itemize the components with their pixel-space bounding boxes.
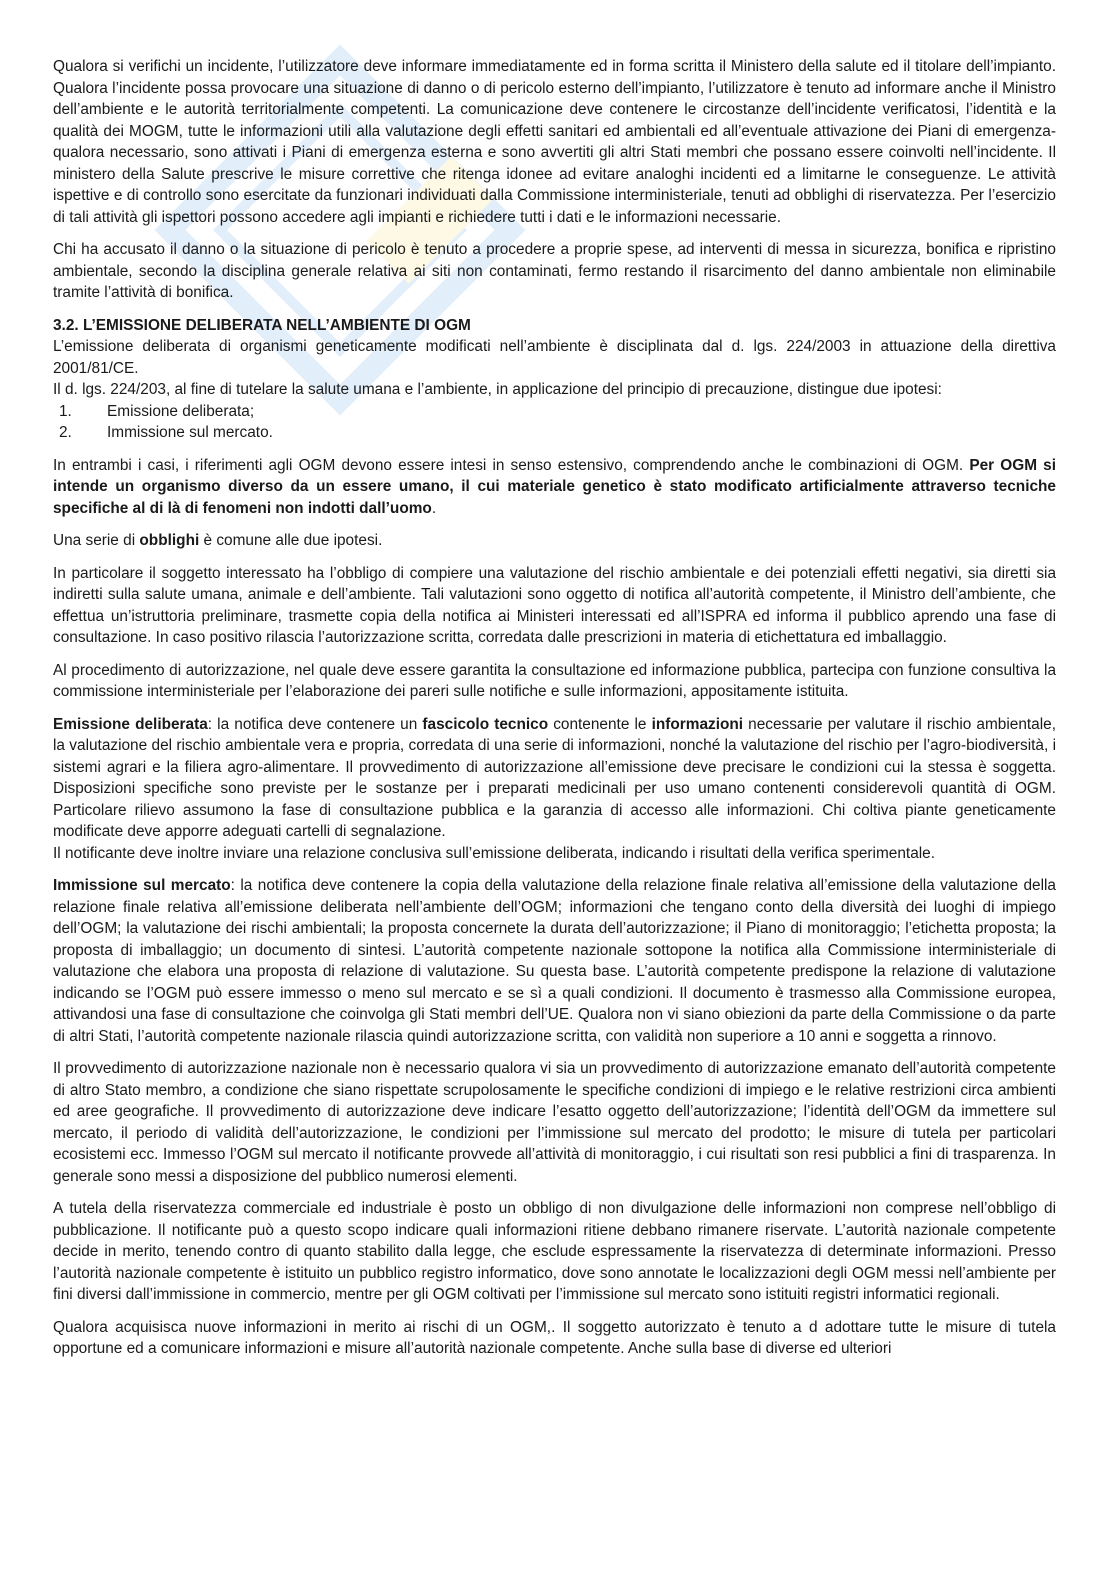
deliberate-emission-label: Emissione deliberata	[53, 715, 208, 733]
paragraph-new-information: Qualora acquisisca nuove informazioni in merito ai rischi di un OGM,. Il soggetto autorizzato è tenuto a d adottare tutte le misure di tutela opportune ed a comunicare informazioni e misure all’autorità nazionale competente. Anche sulla base di diverse ed ulteriori	[53, 1318, 1056, 1357]
deliberate-emission-text-c: necessarie per valutare il rischio ambientale, la valutazione del rischio ambientale vera e propria, corredata di una serie di informazioni, nonché la valutazione del rischio per l’agro-biodiversità, i sistemi agrari e la filiera agro-alimentare. Il provvedimento di autorizzazione all’emissione deve precisare le condizioni cui la stessa è soggetta. Disposizioni specifiche sono previste per le sostanze per i preparati medicinali per uso umano contenenti considerevoli quantità di OGM. Particolare rilievo assumono la fase di consultazione pubblica e la garanzia di accesso alle informazioni. Chi coltiva piante geneticamente modificate deve apporre adeguati cartelli di segnalazione.	[53, 715, 1056, 840]
paragraph-risk-assessment: In particolare il soggetto interessato ha l’obbligo di compiere una valutazione del rischio ambientale e dei potenziali effetti negativi, sia diretti sia indiretti sulla salute umana, animale e dell’ambiente. Tali valutazioni sono oggetto di notifica all’autorità competente, il Ministro dell’ambiente, che effettua un’istruttoria preliminare, trasmette copia della notifica ai Ministeri interessati ed all’ISPRA ed informa il pubblico aprendo una fase di consultazione. In caso positivo rilascia l’autorizzazione scritta, corredata dalle prescrizioni in materia di etichettatura ed imballaggio.	[53, 564, 1056, 646]
paragraph-market-placement	[53, 875, 1056, 1047]
deliberate-emission-text-a: : la notifica deve contenere un	[207, 715, 423, 733]
list-item-text: Emissione deliberata;	[107, 402, 255, 420]
paragraph-deliberate-emission	[53, 714, 1056, 843]
technical-dossier-bold: fascicolo tecnico	[422, 715, 549, 733]
list-item-text: Immissione sul mercato.	[107, 424, 273, 441]
list-item-number: 2.	[59, 424, 72, 441]
section-title: 3.2. L’EMISSIONE DELIBERATA NELL’AMBIENTE DI OGM	[53, 316, 471, 334]
paragraph-final-report: Il notificante deve inoltre inviare una relazione conclusiva sull’emissione deliberata, indicando i risultati della verifica sperimentale.	[53, 844, 936, 862]
paragraph-incident-reporting: Qualora si verifichi un incidente, l’utilizzatore deve informare immediatamente ed in forma scritta il Ministero della salute ed il titolare dell’impianto. Qualora l’incidente possa provocare una situazione di danno o di pericolo esterno dell’impianto, l’utilizzatore è tenuto ad informare anche il Ministro dell’ambiente e le autorità territorialmente competenti. La comunicazione deve contenere le circostanze dell’incidente verificatosi, l’identità e la qualità dei MOGM, tutte le informazioni utili alla valutazione degli effetti sanitari ed ambientali ed all’eventuale attivazione dei Piani di emergenza- qualora necessario, sono attivati i Piani di emergenza esterna e sono avvertiti gli altri Stati membri che possano essere coinvolti nell’incidente. Il ministero della Salute prescrive le misure correttive che ritenga idonee ad evitare analoghi incidenti ed a limitarne le conseguenze. Le attività ispettive e di controllo sono esercitate da funzionari individuati dalla Commissione interministeriale, tenuti ad obblighi di riservatezza. Per l’esercizio di tali attività gli ispettori possono accedere agli impianti e richiedere tutti i dati e le informazioni necessarie.	[53, 58, 1056, 226]
directive-reference: 2001/81/CE.	[53, 359, 139, 377]
obligations-text-a: Una serie di	[53, 532, 140, 549]
paragraph-two-hypotheses: Il d. lgs. 224/203, al fine di tutelare la salute umana e l’ambiente, in applicazione del principio di precauzione, distingue due ipotesi:	[53, 381, 942, 398]
paragraph-authorization-procedure: Al procedimento di autorizzazione, nel quale deve essere garantita la consultazione ed informazione pubblica, partecipa con funzione consultiva la commissione interministeriale per l’elaborazione dei pareri sulle notifiche e sulle informazioni, appositamente istituita.	[53, 661, 1056, 700]
paragraph-confidentiality: A tutela della riservatezza commerciale ed industriale è posto un obbligo di non divulgazione delle informazioni non comprese nell’obbligo di pubblicazione. Il notificante può a questo scopo indicare quali informazioni ritiene debbano rimanere riservate. L’autorità nazionale competente decide in merito, tenendo contro di quanto stabilito dalla legge, che esclude espressamente la riservatezza di determinate informazioni. Presso l’autorità nazionale competente è istituito un pubblico registro informatico, dove sono annotate le localizzazioni degli OGM messi nell’ambiente per fini diversi dall’immissione in commercio, mentre per gli OGM coltivati per l’immissione sul mercato sono istituiti registri informatici regionali.	[53, 1200, 1056, 1303]
document-body	[53, 56, 1056, 1371]
obligations-bold: obblighi	[139, 532, 200, 549]
paragraph-national-authorization: Il provvedimento di autorizzazione nazionale non è necessario qualora vi sia un provvedimento di autorizzazione emanato dell’autorità competente di altro Stato membro, a condizione che siano rispettate scrupolosamente le specifiche condizioni di impiego e le relative restrizioni circa ambienti ed aree geografiche. Il provvedimento di autorizzazione deve indicare l’esatto oggetto dell’autorizzazione; l’identità dell’OGM da immettere sul mercato, il periodo di validità dell’autorizzazione, le condizioni per l’immissione sul mercato del prodotto; le misure di tutela per particolari ecosistemi ecc. Immesso l’OGM sul mercato il notificante provvede all’attività di monitoraggio, i cui risultati son resi pubblici a fini di trasparenza. In generale sono messi a disposizione del pubblico numerosi elementi.	[53, 1060, 1056, 1185]
market-placement-label: Immissione sul mercato	[53, 877, 231, 894]
deliberate-emission-text-b: contenente le	[548, 715, 652, 733]
hypotheses-list	[53, 401, 1056, 444]
market-placement-text: : la notifica deve contenere la copia della valutazione della relazione finale relativa all’emissione della valutazione della relazione finale relativa all’emissione deliberata nell’ambiente dell’OGM; informazioni che tengano conto della diversità dei luoghi di impiego dell’OGM; la valutazione dei rischi ambientali; la proposta concernete la durata dell’autorizzazione; il Piano di monitoraggio; l’etichetta proposta; la proposta di imballaggio; un documento di sintesi. L’autorità competente nazionale sottopone la notifica alla Commissione interministeriale di valutazione che elabora una proposta di relazione di valutazione. Su questa base. L’autorità competente predispone la relazione di valutazione indicando se l’OGM può essere immesso o meno sul mercato e se sì a quali condizioni. Il documento è trasmesso alla Commissione europea, attivandosi una fase di consultazione che coinvolga gli Stati membri dell’UE. Qualora non vi siano obiezioni da parte della Commissione o da parte di altri Stati, l’autorità competente nazionale rilascia quindi autorizzazione scritta, con validità non superiore a 10 anni e soggetta a rinnovo.	[53, 877, 1056, 1045]
list-item	[53, 422, 1056, 444]
ogm-definition-bold: Per OGM si intende un organismo diverso da un essere umano, il cui materiale genetico è stato modificato artificialmente attraverso tecniche specifiche al di là di fenomeni non indotti dall’uomo	[53, 456, 1056, 517]
paragraph-common-obligations	[53, 530, 1056, 552]
paragraph-damage-remediation: Chi ha accusato il danno o la situazione di pericolo è tenuto a procedere a proprie spese, ad interventi di messa in sicurezza, bonifica e ripristino ambientale, secondo la disciplina generale relativa ai siti non contaminati, fermo restando il risarcimento del danno ambientale non eliminabile tramite l’attività di bonifica.	[53, 241, 1056, 301]
paragraph-ogm-definition	[53, 455, 1056, 520]
ogm-definition-end: .	[431, 499, 437, 517]
ogm-extension-text: In entrambi i casi, i riferimenti agli OGM devono essere intesi in senso estensivo, comprendendo anche le combinazioni di OGM.	[53, 456, 964, 474]
list-item	[53, 401, 1056, 423]
information-bold: informazioni	[651, 715, 744, 733]
paragraph-deliberate-release-text: L’emissione deliberata di organismi geneticamente modificati nell’ambiente è disciplinata dal d. lgs. 224/2003 in attuazione della direttiva	[53, 338, 1056, 355]
list-item-number: 1.	[59, 402, 72, 420]
obligations-text-b: è comune alle due ipotesi.	[199, 532, 383, 549]
paragraph-deliberate-release-intro	[53, 336, 1056, 379]
